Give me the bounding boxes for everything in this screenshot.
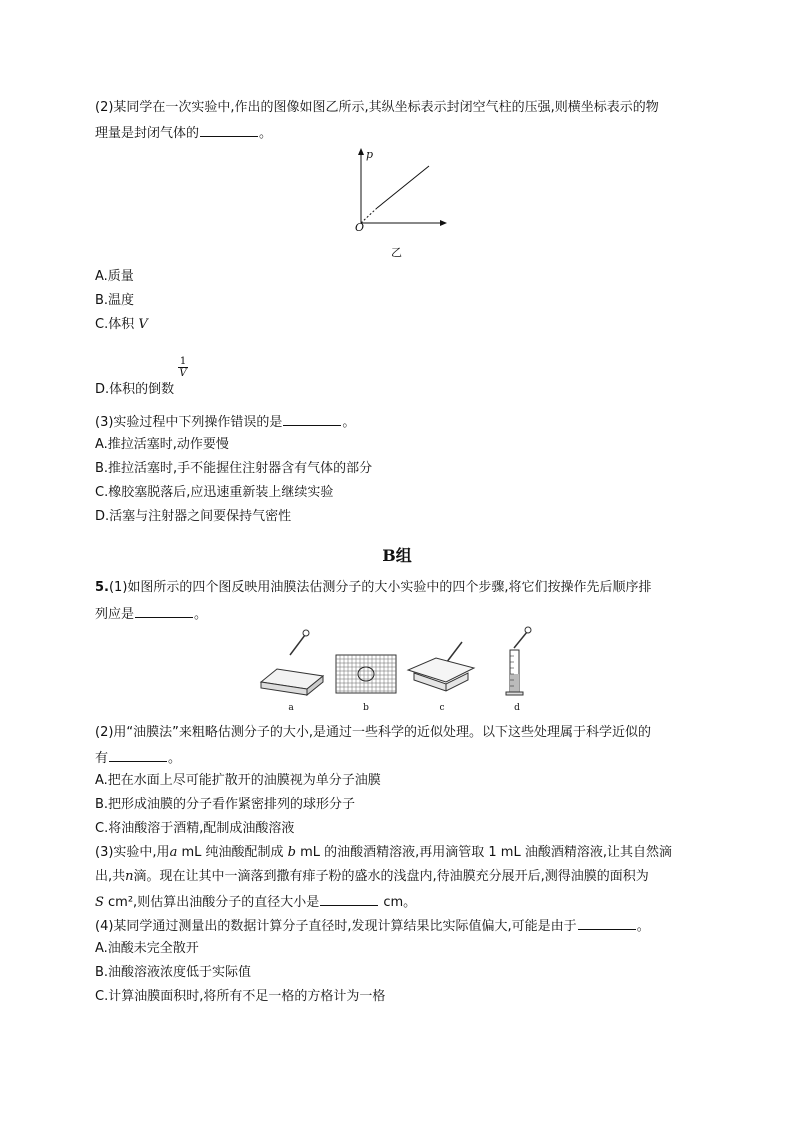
grid-frame [336, 655, 396, 693]
q5-part3-l1a: (3)实验中,用 [95, 845, 170, 860]
q5-part2-option-a: A.把在水面上尽可能扩散开的油膜视为单分子油膜 [95, 773, 381, 788]
q5-part2-option-b: B.把形成油膜的分子看作紧密排列的球形分子 [95, 797, 356, 812]
var-b: b [287, 845, 296, 860]
option-a: A.质量 [95, 269, 134, 284]
q5-part3-line3 [95, 893, 416, 911]
section-heading: B组 [382, 546, 412, 565]
q5-part4-option-a: A.油酸未完全散开 [95, 941, 199, 956]
cylinder-liquid [510, 674, 519, 692]
answer-blank [578, 917, 636, 930]
q4-part3-stem-end: 。 [342, 415, 356, 430]
q5-part1-line1-text: (1)如图所示的四个图反映用油膜法估测分子的大小实验中的四个步骤,将它们按操作先后顺序排 [108, 580, 652, 595]
q5-part4-stem-end: 。 [636, 919, 650, 934]
q4-part3-stem [95, 413, 355, 431]
step-c-illustration [406, 640, 476, 696]
q5-part3-line2 [95, 869, 649, 885]
q5-part1-line2-end: 。 [194, 607, 208, 622]
step-label-c: c [439, 703, 445, 713]
option-b: B.温度 [95, 293, 135, 308]
step-label-a: a [288, 703, 294, 713]
q5-part4-stem [95, 917, 650, 935]
q5-part3-line1 [95, 845, 672, 861]
y-axis-arrow [358, 148, 364, 155]
q5-part1-line2-text: 列应是 [95, 607, 135, 622]
y-axis-label: p [366, 148, 374, 161]
q5-part3-l2b: 滴。现在让其中一滴落到撒有痱子粉的盛水的浅盘内,待油膜充分展开后,测得油膜的面积为 [133, 869, 649, 884]
dropper-stem [290, 635, 305, 655]
step-d-illustration [504, 626, 536, 696]
step-b-illustration [335, 654, 397, 694]
q4-part2-line2-end: 。 [259, 126, 273, 141]
answer-blank [109, 749, 167, 762]
answer-blank [283, 413, 341, 426]
fraction-denominator: V [179, 368, 187, 379]
q5-part2-line2 [95, 749, 181, 767]
q5-part4-option-b: B.油酸溶液浓度低于实际值 [95, 965, 252, 980]
q5-part2-line2-end: 。 [168, 751, 182, 766]
q5-part4-option-c: C.计算油膜面积时,将所有不足一格的方格计为一格 [95, 989, 386, 1004]
var-a: a [169, 845, 178, 860]
answer-blank [200, 124, 258, 137]
q4-part3-option-a: A.推拉活塞时,动作要慢 [95, 437, 229, 452]
dropper-bulb [525, 627, 531, 633]
q4-part2-line2 [95, 124, 272, 142]
q5-part3-l3a: cm²,则估算出油酸分子的直径大小是 [103, 895, 320, 910]
var-s: S [95, 895, 104, 910]
q5-part3-l2a: 出,共 [95, 869, 126, 884]
q5-part2-line1: (2)用“油膜法”来粗略估测分子的大小,是通过一些科学的近似处理。以下这些处理属于科学近似的 [95, 725, 652, 740]
q5-part1-line2 [95, 605, 207, 623]
q5-part3-l1b: mL 纯油酸配制成 [177, 845, 288, 860]
step-label-b: b [363, 703, 369, 713]
step-a-illustration [257, 628, 325, 696]
question-number: 5. [95, 580, 109, 595]
figure-caption: 乙 [391, 246, 402, 259]
dropper-bulb [303, 630, 309, 636]
q5-part2-line2-text: 有 [95, 751, 109, 766]
step-label-d: d [514, 703, 520, 713]
option-c-var: V [138, 317, 148, 332]
q4-part3-option-c: C.橡胶塞脱落后,应迅速重新装上继续实验 [95, 485, 334, 500]
cylinder-base [506, 692, 523, 695]
q4-part2-line1: (2)某同学在一次实验中,作出的图像如图乙所示,其纵坐标表示封闭空气柱的压强,则横坐标表示的物 [95, 100, 659, 115]
q4-part3-option-d: D.活塞与注射器之间要保持气密性 [95, 509, 292, 524]
var-n: n [125, 869, 134, 884]
q5-part4-stem-text: (4)某同学通过测量出的数据计算分子直径时,发现计算结果比实际值偏大,可能是由于 [95, 919, 577, 934]
answer-blank [320, 893, 378, 906]
q5-part3-l3b: cm。 [379, 895, 417, 910]
fraction-numerator: 1 [179, 356, 187, 367]
q4-part3-stem-text: (3)实验过程中下列操作错误的是 [95, 415, 283, 430]
q5-part2-option-c: C.将油酸溶于酒精,配制成油酸溶液 [95, 821, 295, 836]
q4-part2-line2-text: 理量是封闭气体的 [95, 126, 200, 141]
option-c-text: C.体积 [95, 317, 135, 332]
option-d-fraction [178, 356, 188, 379]
q4-part3-option-b: B.推拉活塞时,手不能握住注射器含有气体的部分 [95, 461, 373, 476]
dropper-stem [514, 632, 527, 648]
option-c [95, 317, 148, 333]
data-line [377, 166, 429, 208]
x-axis-arrow [440, 220, 447, 226]
q5-part3-l1c: mL 的油酸酒精溶液,再用滴管取 1 mL 油酸酒精溶液,让其自然滴 [295, 845, 672, 860]
answer-blank [135, 605, 193, 618]
q5-part1-line1 [95, 580, 652, 596]
option-d: D.体积的倒数 [95, 382, 175, 397]
origin-label: O [355, 221, 365, 234]
